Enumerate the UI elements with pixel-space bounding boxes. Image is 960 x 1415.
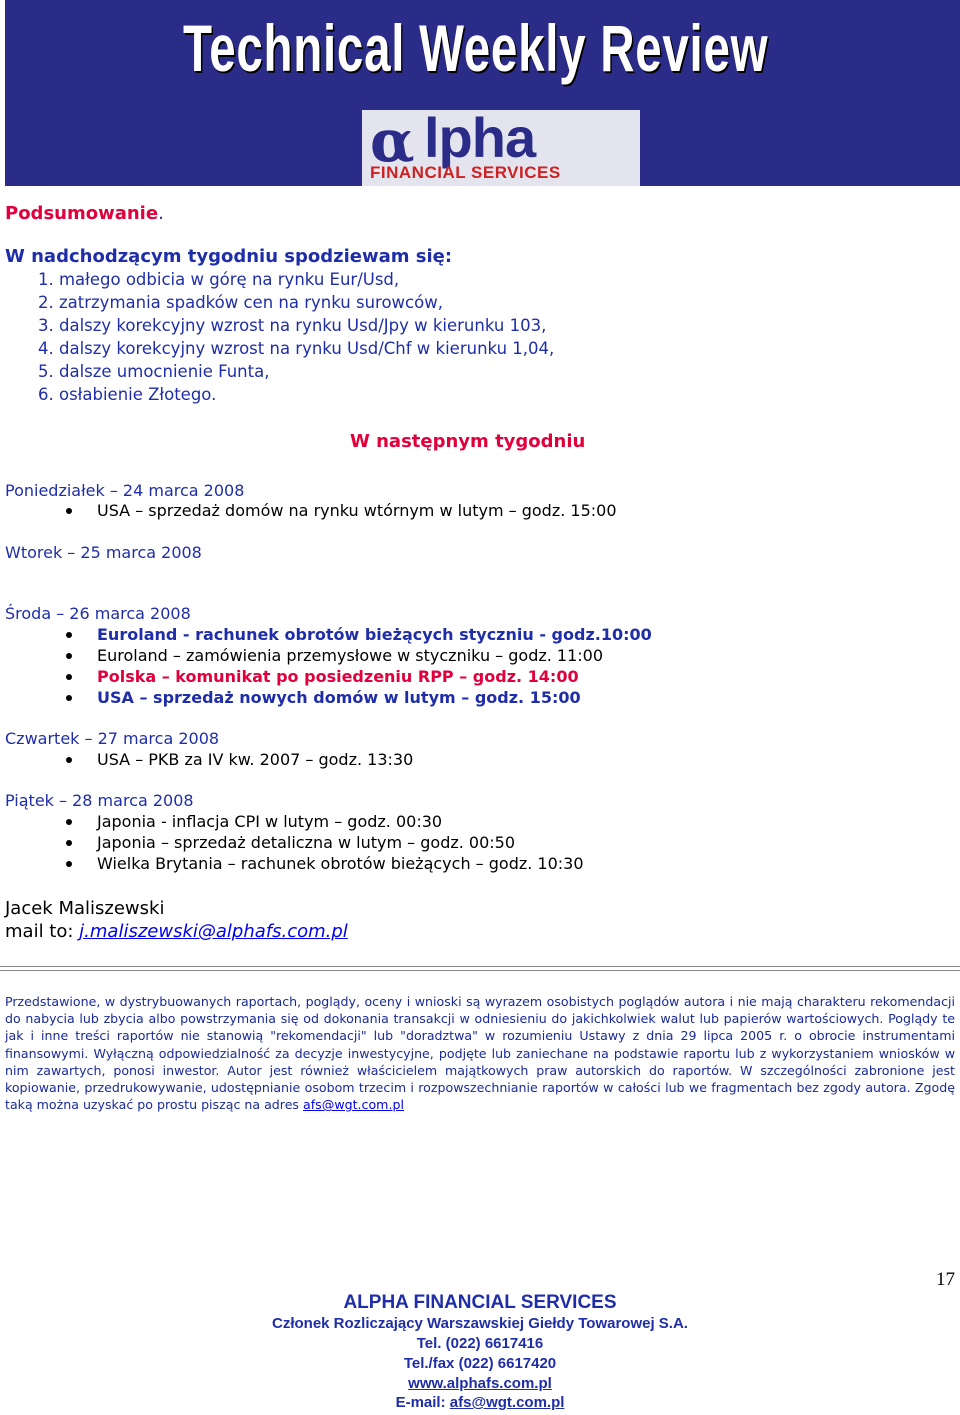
footer-website: [200, 1375, 760, 1392]
disclaimer-email-link[interactable]: afs@wgt.com.pl: [303, 1097, 404, 1113]
event-item: Wielka Brytania – rachunek obrotów bieżących – godz. 10:30: [97, 854, 584, 873]
report-title: Technical Weekly Review: [183, 11, 769, 85]
expect-heading: W nadchodzącym tygodniu spodziewam się:: [5, 246, 453, 267]
event-item: Japonia - inflacja CPI w lutym – godz. 00:30: [97, 812, 443, 831]
event-item: Euroland – zamówienia przemysłowe w styczniku – godz. 11:00: [97, 646, 604, 665]
header-banner: [5, 0, 960, 186]
footer-member: Członek Rozliczający Warszawskiej Giełdy Towarowej S.A.: [272, 1315, 688, 1332]
bullet-icon: [66, 695, 72, 701]
author-email-link[interactable]: j.maliszewski@alphafs.com.pl: [79, 921, 348, 942]
next-week-heading: W następnym tygodniu: [350, 431, 586, 452]
divider: [0, 970, 960, 971]
bullet-icon: [66, 632, 72, 638]
event-item: Polska – komunikat po posiedzeniu RPP – godz. 14:00: [97, 667, 579, 686]
summary-item: 2. zatrzymania spadków cen na rynku surowców,: [38, 293, 443, 312]
bullet-icon: [66, 674, 72, 680]
alpha-symbol-icon: α: [370, 107, 415, 175]
divider: [0, 966, 960, 967]
footer-email-link[interactable]: afs@wgt.com.pl: [449, 1394, 565, 1411]
logo-subtitle: FINANCIAL SERVICES: [370, 163, 561, 182]
day-label-thursday: Czwartek – 27 marca 2008: [5, 729, 220, 748]
event-item: Euroland - rachunek obrotów bieżących styczniu - godz.10:00: [97, 625, 652, 644]
day-label-friday: Piątek – 28 marca 2008: [5, 791, 194, 810]
bullet-icon: [66, 508, 72, 514]
footer-email: E-mail: afs@wgt.com.pl: [395, 1394, 565, 1411]
footer-tel: Tel. (022) 6617416: [416, 1335, 544, 1352]
day-label-wednesday: Środa – 26 marca 2008: [5, 604, 191, 623]
bullet-icon: [66, 819, 72, 825]
event-item: USA – PKB za IV kw. 2007 – godz. 13:30: [97, 750, 414, 769]
author-mail: mail to: j.maliszewski@alphafs.com.pl: [5, 921, 348, 942]
bullet-icon: [66, 840, 72, 846]
summary-item: 5. dalsze umocnienie Funta,: [38, 362, 270, 381]
summary-item: 3. dalszy korekcyjny wzrost na rynku Usd/Jpy w kierunku 103,: [38, 316, 547, 335]
event-item: Japonia – sprzedaż detaliczna w lutym – godz. 00:50: [97, 833, 516, 852]
footer-fax: Tel./fax (022) 6617420: [403, 1355, 557, 1372]
bullet-icon: [66, 757, 72, 763]
summary-item: 1. małego odbicia w górę na rynku Eur/Usd,: [38, 270, 400, 289]
summary-item: 4. dalszy korekcyjny wzrost na rynku Usd/Chf w kierunku 1,04,: [38, 339, 555, 358]
footer-website-link[interactable]: www.alphafs.com.pl: [408, 1375, 552, 1392]
page-number: 17: [936, 1269, 955, 1290]
bullet-icon: [66, 653, 72, 659]
event-item: USA – sprzedaż domów na rynku wtórnym w lutym – godz. 15:00: [97, 501, 617, 520]
logo-text: lpha: [424, 106, 536, 169]
bullet-icon: [66, 861, 72, 867]
day-label-tuesday: Wtorek – 25 marca 2008: [5, 543, 202, 562]
summary-heading: Podsumowanie.: [5, 203, 164, 224]
author-name: Jacek Maliszewski: [5, 898, 165, 919]
day-label-monday: Poniedziałek – 24 marca 2008: [5, 481, 245, 500]
disclaimer: Przedstawione, w dystrybuowanych raportach, poglądy, oceny i wnioski są wyrazem osobistych poglądów autora i nie mają charakteru rekomendacji do nabycia lub zbycia albo powstrzymania się od dokonania transakcji w odniesieniu do jakichkolwiek walut lub papierów wartościowych. Poglądy te jak i inne treści raportów nie stanowią "rekomendacji" lub "doradztwa" w rozumieniu Ustawy z dnia 29 lipca 2005 r. o obrocie instrumentami finansowymi. Wyłączną odpowiedzialność za decyzje inwestycyjne, podjęte lub zaniechane na podstawie raportu lub z wykorzystaniem wniosków w nim zawartych, ponosi inwestor. Autor jest również właścicielem majątkowych praw autorskich do raportów. W szczególności zabronione jest kopiowanie, przedrukowywanie, udostępnianie osobom trzecim i rozpowszechnianie raportów w całości lub we fragmentach bez zgody autora. Zgodę taką można uzyskać po prostu pisząc na adres afs@wgt.com.pl: [5, 994, 955, 1113]
event-item: USA – sprzedaż nowych domów w lutym – godz. 15:00: [97, 688, 581, 707]
alpha-logo: [362, 106, 640, 186]
footer-company: ALPHA FINANCIAL SERVICES: [343, 1292, 617, 1313]
summary-item: 6. osłabienie Złotego.: [38, 385, 217, 404]
